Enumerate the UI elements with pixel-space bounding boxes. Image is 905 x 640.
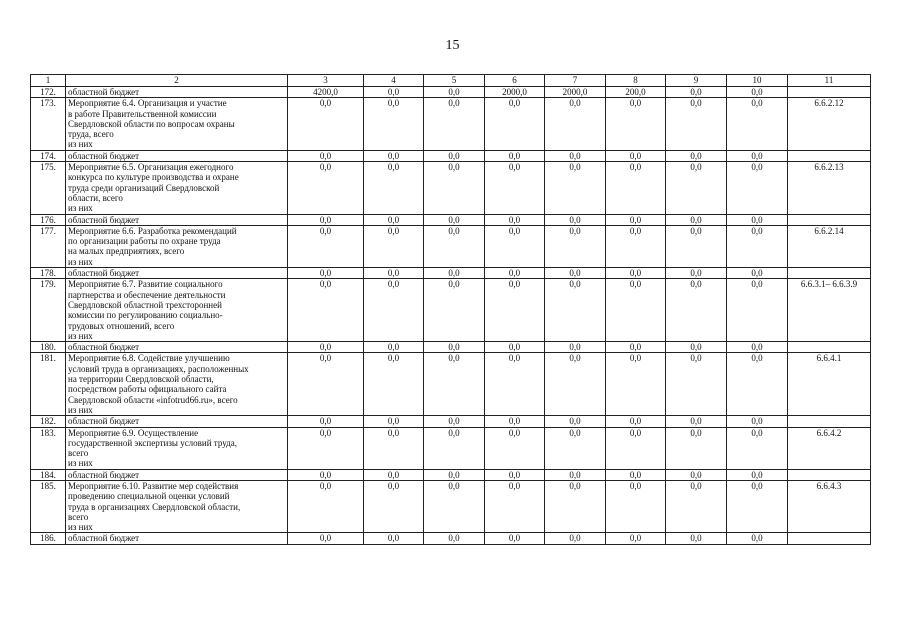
budget-table (30, 74, 871, 545)
description-cell: областной бюджет (66, 214, 288, 225)
table-row (31, 353, 871, 416)
table-row (31, 279, 871, 342)
value-cell: 0,0 (288, 268, 364, 279)
description-cell: областной бюджет (66, 342, 288, 353)
target-code-cell: 6.6.2.12 (788, 98, 871, 150)
target-code-cell: 6.6.4.1 (788, 353, 871, 416)
row-number-cell: 172. (31, 87, 66, 98)
value-cell: 0,0 (727, 268, 788, 279)
value-cell: 0,0 (288, 162, 364, 214)
value-cell: 0,0 (545, 279, 606, 342)
description-cell: Мероприятие 6.9. Осуществление государственной экспертизы условий труда, всего из них (66, 427, 288, 469)
value-cell: 0,0 (424, 416, 485, 427)
value-cell: 0,0 (727, 98, 788, 150)
table-row (31, 87, 871, 98)
row-number-cell: 177. (31, 225, 66, 267)
value-cell: 0,0 (606, 427, 666, 469)
description-cell: областной бюджет (66, 416, 288, 427)
value-cell: 0,0 (666, 342, 727, 353)
value-cell: 0,0 (545, 469, 606, 480)
value-cell: 0,0 (545, 214, 606, 225)
value-cell: 0,0 (424, 98, 485, 150)
value-cell: 0,0 (424, 353, 485, 416)
value-cell: 0,0 (545, 225, 606, 267)
value-cell: 0,0 (364, 225, 424, 267)
value-cell: 0,0 (727, 150, 788, 161)
value-cell: 0,0 (485, 480, 545, 532)
value-cell: 0,0 (424, 469, 485, 480)
target-code-cell: 6.6.2.13 (788, 162, 871, 214)
target-code-cell: 6.6.4.2 (788, 427, 871, 469)
value-cell: 0,0 (666, 214, 727, 225)
value-cell: 0,0 (485, 353, 545, 416)
row-number-cell: 186. (31, 533, 66, 544)
value-cell: 4200,0 (288, 87, 364, 98)
table-body (31, 87, 871, 545)
value-cell: 0,0 (606, 353, 666, 416)
column-header: 10 (727, 75, 788, 87)
value-cell: 0,0 (424, 279, 485, 342)
value-cell: 0,0 (364, 342, 424, 353)
value-cell: 0,0 (364, 533, 424, 544)
value-cell: 0,0 (606, 469, 666, 480)
value-cell: 0,0 (545, 533, 606, 544)
value-cell: 0,0 (485, 162, 545, 214)
value-cell: 0,0 (727, 469, 788, 480)
table-row (31, 98, 871, 150)
value-cell: 2000,0 (545, 87, 606, 98)
value-cell: 0,0 (424, 150, 485, 161)
row-number-cell: 178. (31, 268, 66, 279)
column-header: 2 (66, 75, 288, 87)
value-cell: 0,0 (288, 427, 364, 469)
value-cell: 0,0 (727, 480, 788, 532)
row-number-cell: 175. (31, 162, 66, 214)
column-header: 8 (606, 75, 666, 87)
page-number: 15 (445, 38, 460, 53)
target-code-cell (788, 268, 871, 279)
value-cell: 0,0 (727, 87, 788, 98)
description-cell: Мероприятие 6.7. Развитие социального партнерства и обеспечение деятельности Свердловской областной трехсторонней комиссии по регулированию социально- трудовых отношений, всего из них (66, 279, 288, 342)
value-cell: 0,0 (485, 268, 545, 279)
row-number-cell: 182. (31, 416, 66, 427)
value-cell: 0,0 (606, 279, 666, 342)
value-cell: 0,0 (288, 342, 364, 353)
table-row (31, 342, 871, 353)
table-row (31, 427, 871, 469)
value-cell: 0,0 (424, 225, 485, 267)
target-code-cell: 6.6.2.14 (788, 225, 871, 267)
table-row (31, 214, 871, 225)
value-cell: 0,0 (424, 162, 485, 214)
value-cell: 0,0 (288, 353, 364, 416)
value-cell: 0,0 (288, 150, 364, 161)
value-cell: 0,0 (727, 225, 788, 267)
value-cell: 0,0 (727, 162, 788, 214)
value-cell: 0,0 (666, 353, 727, 416)
value-cell: 200,0 (606, 87, 666, 98)
value-cell: 0,0 (364, 87, 424, 98)
value-cell: 0,0 (364, 469, 424, 480)
value-cell: 0,0 (606, 214, 666, 225)
value-cell: 0,0 (545, 416, 606, 427)
table-header-row (31, 75, 871, 87)
value-cell: 0,0 (666, 98, 727, 150)
value-cell: 0,0 (545, 353, 606, 416)
row-number-cell: 183. (31, 427, 66, 469)
value-cell: 0,0 (485, 225, 545, 267)
value-cell: 0,0 (666, 480, 727, 532)
target-code-cell: 6.6.4.3 (788, 480, 871, 532)
table-row (31, 480, 871, 532)
value-cell: 0,0 (666, 416, 727, 427)
value-cell: 0,0 (364, 162, 424, 214)
value-cell: 0,0 (666, 427, 727, 469)
value-cell: 0,0 (424, 533, 485, 544)
value-cell: 0,0 (666, 150, 727, 161)
value-cell: 0,0 (485, 150, 545, 161)
value-cell: 0,0 (424, 214, 485, 225)
value-cell: 0,0 (727, 416, 788, 427)
table-row (31, 416, 871, 427)
description-cell: областной бюджет (66, 87, 288, 98)
table-row (31, 225, 871, 267)
column-header: 3 (288, 75, 364, 87)
row-number-cell: 176. (31, 214, 66, 225)
value-cell: 0,0 (666, 225, 727, 267)
value-cell: 0,0 (666, 268, 727, 279)
value-cell: 0,0 (485, 214, 545, 225)
value-cell: 0,0 (606, 98, 666, 150)
row-number-cell: 179. (31, 279, 66, 342)
value-cell: 0,0 (424, 268, 485, 279)
target-code-cell (788, 416, 871, 427)
value-cell: 0,0 (727, 279, 788, 342)
description-cell: областной бюджет (66, 469, 288, 480)
value-cell: 0,0 (364, 150, 424, 161)
target-code-cell (788, 214, 871, 225)
value-cell: 0,0 (288, 214, 364, 225)
row-number-cell: 185. (31, 480, 66, 532)
value-cell: 0,0 (727, 353, 788, 416)
value-cell: 0,0 (666, 533, 727, 544)
value-cell: 0,0 (606, 150, 666, 161)
column-header: 11 (788, 75, 871, 87)
value-cell: 0,0 (485, 427, 545, 469)
table-row (31, 533, 871, 544)
value-cell: 0,0 (727, 533, 788, 544)
value-cell: 0,0 (727, 342, 788, 353)
value-cell: 0,0 (666, 87, 727, 98)
target-code-cell: 6.6.3.1– 6.6.3.9 (788, 279, 871, 342)
description-cell: Мероприятие 6.4. Организация и участие в работе Правительственной комиссии Свердловской области по вопросам охраны труда, всего из них (66, 98, 288, 150)
value-cell: 0,0 (666, 279, 727, 342)
value-cell: 0,0 (288, 469, 364, 480)
value-cell: 0,0 (606, 533, 666, 544)
value-cell: 0,0 (666, 162, 727, 214)
value-cell: 0,0 (606, 268, 666, 279)
value-cell: 0,0 (545, 162, 606, 214)
description-cell: областной бюджет (66, 268, 288, 279)
value-cell: 0,0 (424, 427, 485, 469)
table-row (31, 162, 871, 214)
value-cell: 0,0 (545, 427, 606, 469)
column-header: 6 (485, 75, 545, 87)
row-number-cell: 180. (31, 342, 66, 353)
value-cell: 0,0 (606, 480, 666, 532)
description-cell: Мероприятие 6.10. Развитие мер содействия проведению специальной оценки условий труда в организациях Свердловской области, всего из них (66, 480, 288, 532)
value-cell: 0,0 (545, 342, 606, 353)
value-cell: 0,0 (364, 98, 424, 150)
value-cell: 0,0 (288, 279, 364, 342)
value-cell: 0,0 (288, 98, 364, 150)
table-row (31, 268, 871, 279)
target-code-cell (788, 469, 871, 480)
column-header: 7 (545, 75, 606, 87)
value-cell: 0,0 (364, 268, 424, 279)
value-cell: 0,0 (606, 225, 666, 267)
value-cell: 0,0 (288, 416, 364, 427)
value-cell: 0,0 (485, 469, 545, 480)
target-code-cell (788, 342, 871, 353)
description-cell: Мероприятие 6.6. Разработка рекомендаций по организации работы по охране труда на малых предприятиях, всего из них (66, 225, 288, 267)
column-header: 4 (364, 75, 424, 87)
column-header: 5 (424, 75, 485, 87)
value-cell: 0,0 (485, 416, 545, 427)
description-cell: областной бюджет (66, 150, 288, 161)
row-number-cell: 181. (31, 353, 66, 416)
value-cell: 0,0 (364, 480, 424, 532)
value-cell: 0,0 (545, 150, 606, 161)
target-code-cell (788, 533, 871, 544)
value-cell: 0,0 (545, 268, 606, 279)
value-cell: 0,0 (606, 342, 666, 353)
value-cell: 0,0 (485, 342, 545, 353)
value-cell: 0,0 (424, 342, 485, 353)
value-cell: 0,0 (545, 480, 606, 532)
value-cell: 2000,0 (485, 87, 545, 98)
table-row (31, 469, 871, 480)
value-cell: 0,0 (364, 427, 424, 469)
value-cell: 0,0 (606, 416, 666, 427)
description-cell: Мероприятие 6.8. Содействие улучшению условий труда в организациях, расположенных на территории Свердловской области, посредством работы официального сайта Свердловской области «infotrud66.ru», всего из них (66, 353, 288, 416)
row-number-cell: 173. (31, 98, 66, 150)
value-cell: 0,0 (364, 214, 424, 225)
value-cell: 0,0 (364, 353, 424, 416)
row-number-cell: 174. (31, 150, 66, 161)
row-number-cell: 184. (31, 469, 66, 480)
description-cell: Мероприятие 6.5. Организация ежегодного конкурса по культуре производства и охране труда среди организаций Свердловской области, всего из них (66, 162, 288, 214)
value-cell: 0,0 (424, 87, 485, 98)
value-cell: 0,0 (485, 279, 545, 342)
value-cell: 0,0 (288, 533, 364, 544)
value-cell: 0,0 (364, 279, 424, 342)
target-code-cell (788, 150, 871, 161)
value-cell: 0,0 (727, 427, 788, 469)
target-code-cell (788, 87, 871, 98)
column-header: 1 (31, 75, 66, 87)
value-cell: 0,0 (485, 533, 545, 544)
table-row (31, 150, 871, 161)
value-cell: 0,0 (424, 480, 485, 532)
value-cell: 0,0 (545, 98, 606, 150)
value-cell: 0,0 (666, 469, 727, 480)
column-header: 9 (666, 75, 727, 87)
description-cell: областной бюджет (66, 533, 288, 544)
value-cell: 0,0 (288, 480, 364, 532)
value-cell: 0,0 (288, 225, 364, 267)
value-cell: 0,0 (727, 214, 788, 225)
value-cell: 0,0 (485, 98, 545, 150)
value-cell: 0,0 (606, 162, 666, 214)
value-cell: 0,0 (364, 416, 424, 427)
